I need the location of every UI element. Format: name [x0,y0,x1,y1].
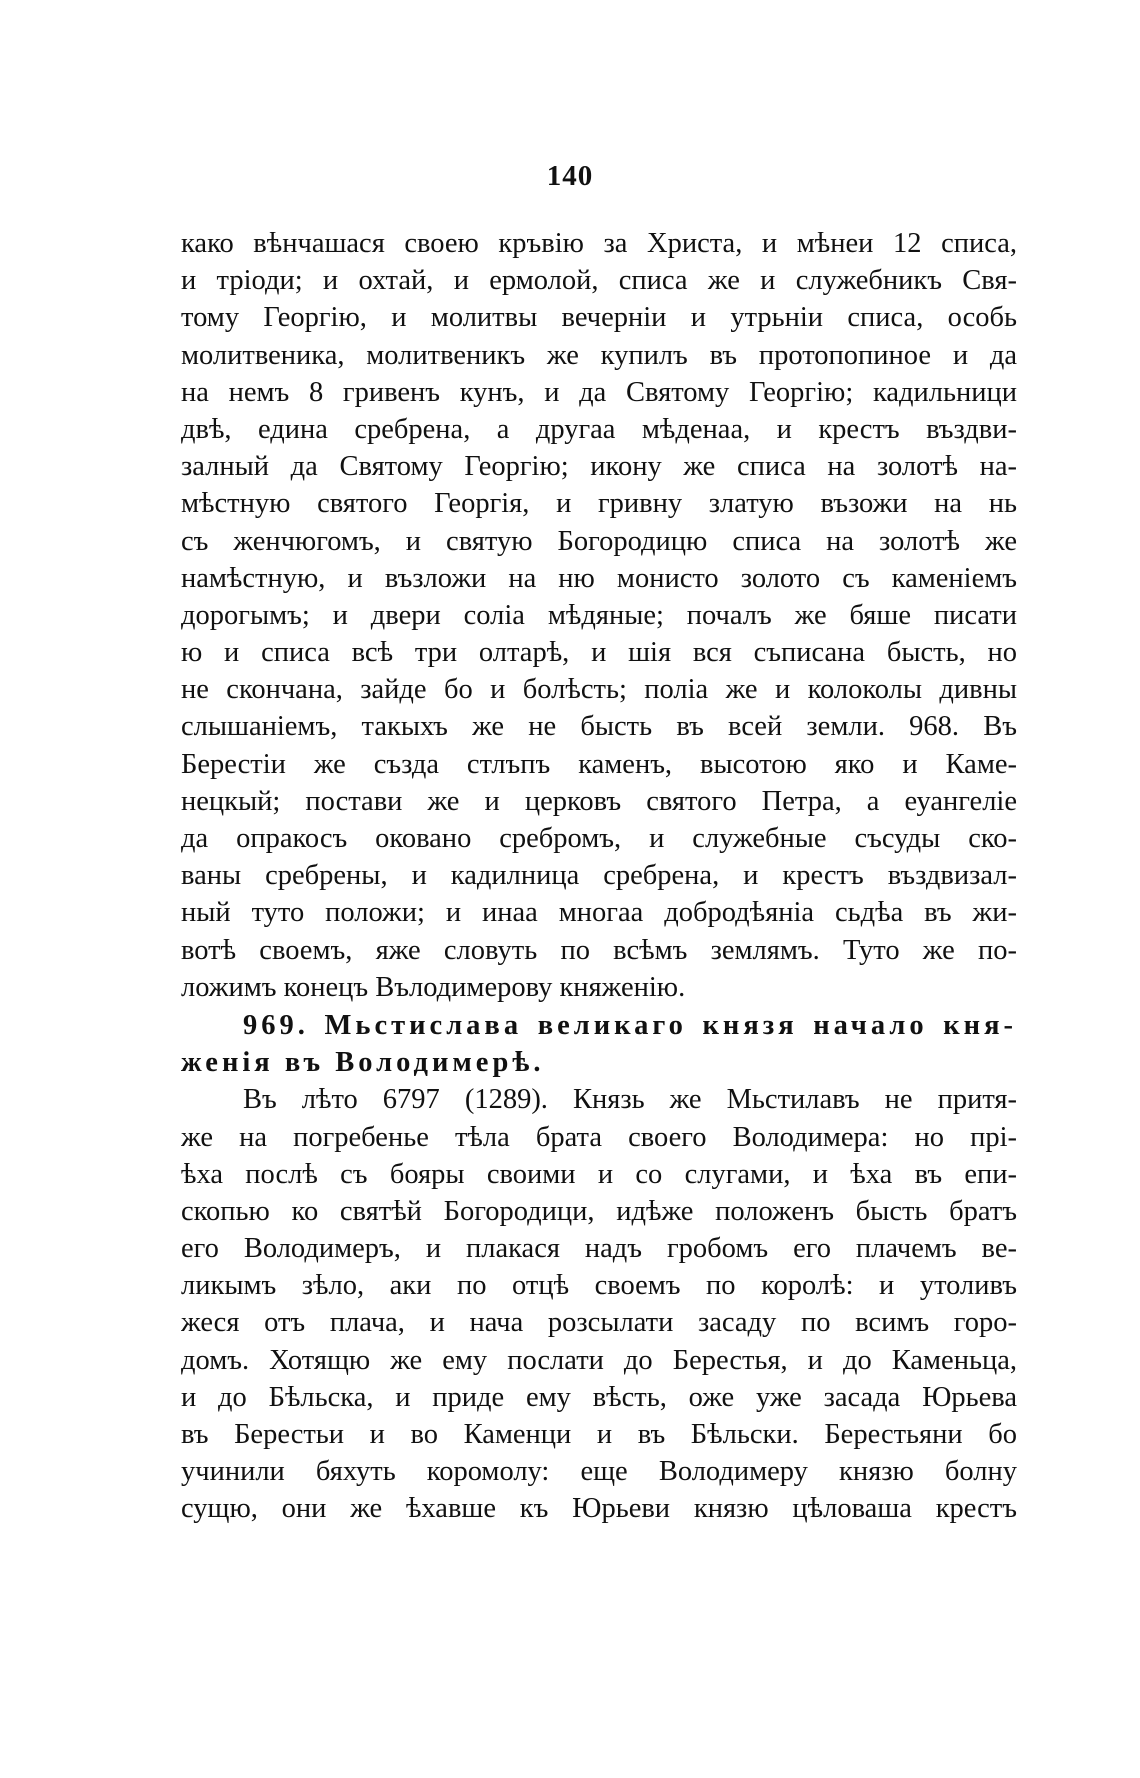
section-heading [181,1007,1017,1081]
text-line: на немъ 8 гривенъ кунъ, и да Святому Георгію; кадильници [181,376,1017,408]
text-line: же на погребенье тѣла брата своего Володимера: но прі- [181,1121,1017,1153]
text-line: съ женчюгомъ, и святую Богородицю списа на золотѣ же [181,525,1017,557]
text-line: сущю, они же ѣхавше къ Юрьеви князю цѣловаша крестъ [181,1493,1017,1525]
text-line: ликымъ зѣло, аки по отцѣ своемъ по королѣ: и утоливъ [181,1270,1017,1302]
text-line: мѣстную святого Георгія, и гривну златую възожи на нь [181,488,1017,520]
heading-line: 969. Мьстислава великаго князя начало кня- [243,1009,1017,1041]
text-line: да опракосъ оковано сребромъ, и служебные съсуды ско- [181,823,1017,854]
text-line: слышаніемъ, такыхъ же не бысть въ всей земли. 968. Въ [181,711,1017,743]
text-line: жеся отъ плача, и нача розсылати засаду по всимъ горо- [181,1307,1017,1339]
text-line: намѣстную, и възложи на ню монисто золото съ каменіемъ [181,562,1017,594]
text-line: двѣ, едина сребрена, а другаа мѣденаа, и крестъ въздви- [181,413,1017,445]
text-line: Берестіи же създа стлъпъ каменъ, высотою яко и Каме- [181,748,1017,780]
text-line: его Володимеръ, и плакася надъ гробомъ его плачемъ ве- [181,1233,1017,1265]
text-line: въ Берестьи и во Каменци и въ Бѣльски. Берестьяни бо [181,1419,1017,1450]
text-line: не скончана, зайде бо и болѣсть; поліа же и колоколы дивны [181,674,1017,706]
text-line: нецкый; постави же и церковъ святого Петра, а еуангеліе [181,785,1017,817]
text-line: ю и списа всѣ три олтарѣ, и шія вся съписана бысть, но [181,637,1017,669]
text-line: дорогымъ; и двери соліа мѣдяные; почалъ же бяше писати [181,599,1017,631]
text-line: вотѣ своемъ, яже словуть по всѣмъ землямъ. Туто же по- [181,934,1017,966]
text-line: Въ лѣто 6797 (1289). Князь же Мьстилавъ не притя- [243,1084,1017,1116]
text-line: молитвеника, молитвеникъ же купилъ въ протопопиное и да [181,339,1017,371]
text-line: тому Георгію, и молитвы вечерніи и утрьніи списа, особь [181,302,1017,334]
text-line: ный туто положи; и инаа многаа добродѣяніа сьдѣа въ жи- [181,897,1017,929]
text-line: ѣха послѣ съ бояры своими и со слугами, и ѣха въ епи- [181,1158,1017,1190]
text-line: скопью ко святѣй Богородици, идѣже положенъ бысть братъ [181,1195,1017,1227]
body-text [181,225,1017,1528]
text-line: учинили бяхуть коромолу: еще Володимеру князю болну [181,1456,1017,1488]
page-number: 140 [546,160,594,192]
text-line: и до Бѣльска, и приде ему вѣсть, оже уже засада Юрьева [181,1381,1017,1413]
heading-line: женія въ Володимерѣ. [181,1047,545,1079]
text-line: ваны сребрены, и кадилница сребрена, и крестъ въздвизал- [181,860,1017,892]
text-line: и тріоди; и охтай, и ермолой, списа же и служебникъ Свя- [181,265,1017,297]
text-line: домъ. Хотящю же ему послати до Берестья, и до Каменьца, [181,1344,1017,1376]
text-line: ложимъ конецъ Вълодимерову княженію. [181,971,686,1003]
text-line: залный да Святому Георгію; икону же списа на золотѣ на- [181,451,1017,483]
text-line: како вѣнчашася своею кръвію за Христа, и мѣнеи 12 списа, [181,228,1017,259]
